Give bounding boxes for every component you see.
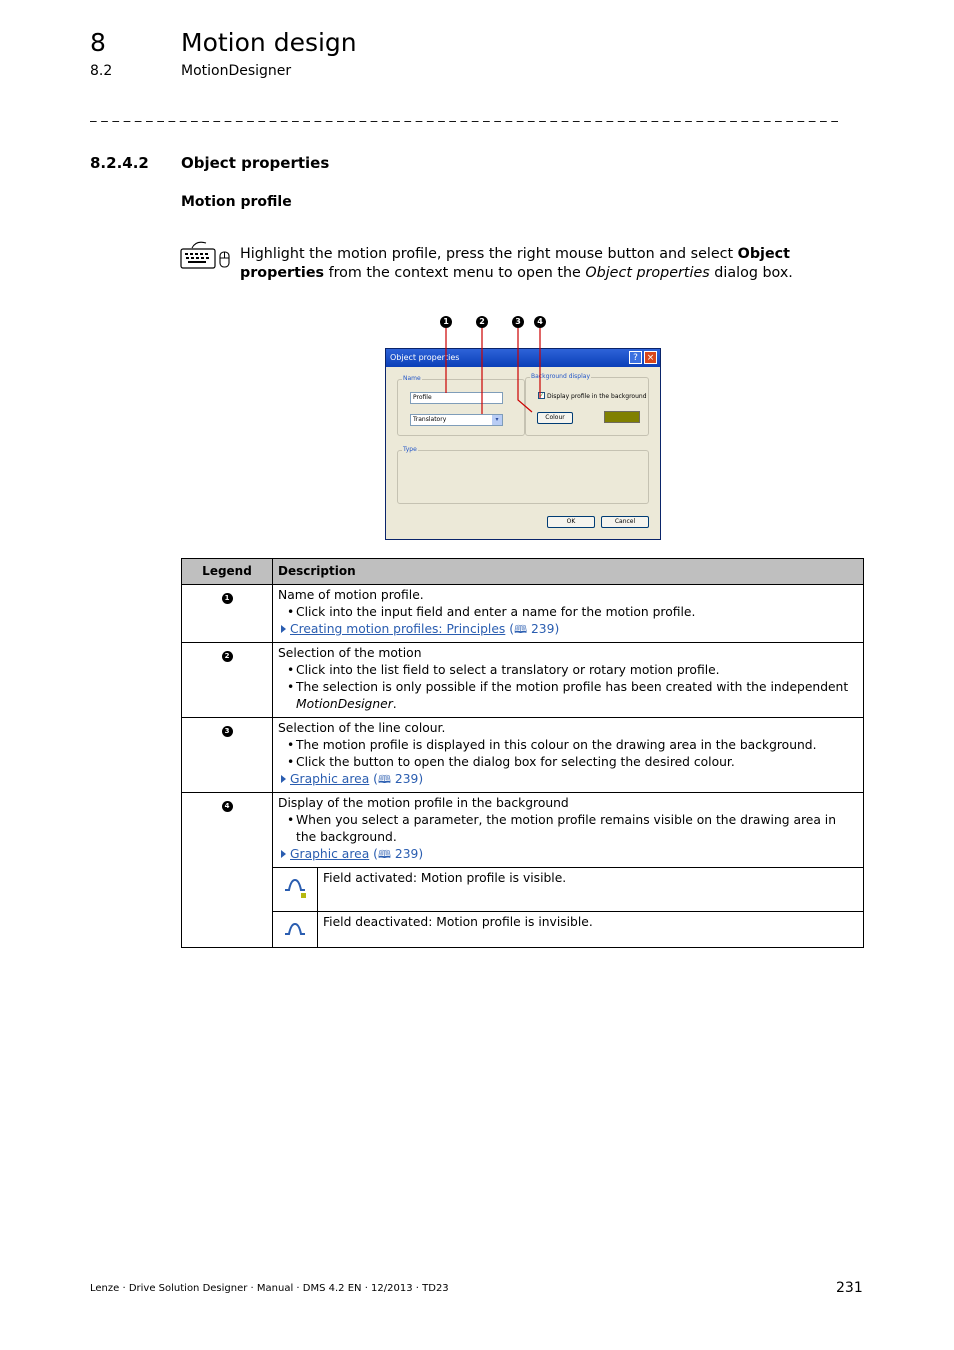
chevron-down-icon[interactable]: ▾: [492, 415, 502, 425]
chapter-number: 8: [90, 28, 106, 57]
row-title: Name of motion profile.: [278, 588, 424, 602]
link-graphic-area[interactable]: Graphic area: [290, 847, 370, 861]
instruction-text: Highlight the motion profile, press the right mouse button and select Object properties from the context menu to open the Object properties dialog box.: [240, 246, 793, 281]
legend-number: 3: [222, 726, 233, 737]
page-number: 231: [836, 1280, 863, 1296]
row-title: Selection of the motion: [278, 646, 422, 660]
dialog-title: Object properties: [390, 353, 460, 362]
profile-visible-icon: [273, 868, 318, 911]
bullet-item: • Click into the input field and enter a name for the motion profile.: [278, 604, 858, 621]
callout-2: 2: [476, 316, 488, 328]
table-row: [182, 718, 864, 793]
callout-4: 4: [534, 316, 546, 328]
bullet-item: • Click into the list field to select a translatory or rotary motion profile.: [278, 662, 858, 679]
bullet-item: • The motion profile is displayed in this colour on the drawing area in the background.: [278, 737, 858, 754]
header-separator: _ _ _ _ _ _ _ _ _ _ _ _ _ _ _ _ _ _ _ _ _ _ _ _ _ _ _ _ _ _ _ _ _ _ _ _ _ _ _ _ _ _ _ _ _ _ _ _ _ _ _ _ _ _ _ _ _ _ _ _ _ _ _ _ _ _ _: [90, 108, 839, 122]
legend-number: 4: [222, 801, 233, 812]
legend-table: [181, 558, 864, 948]
section-number: 8.2: [90, 63, 113, 79]
book-icon: 🕮: [377, 773, 391, 786]
legend-number: 2: [222, 651, 233, 662]
ok-button[interactable]: OK: [547, 516, 595, 528]
legend-number: 1: [222, 593, 233, 604]
close-icon[interactable]: ×: [644, 351, 657, 364]
bullet-item: • When you select a parameter, the motion profile remains visible on the drawing area in the background.: [278, 812, 858, 846]
name-group-label: Name: [403, 375, 421, 382]
legend-header: Legend: [182, 559, 273, 585]
footer-text: Lenze · Drive Solution Designer · Manual · DMS 4.2 EN · 12/2013 · TD23: [90, 1283, 449, 1294]
link-graphic-area[interactable]: Graphic area: [290, 772, 370, 786]
deactivated-row: [273, 911, 863, 947]
table-row: [182, 643, 864, 718]
motion-type-value: Translatory: [413, 416, 447, 423]
dialog-title-bar: [386, 349, 660, 367]
link-page[interactable]: 239: [394, 772, 419, 786]
type-group-label: Type: [403, 446, 417, 453]
description-header: Description: [273, 559, 864, 585]
section-title: MotionDesigner: [181, 63, 292, 79]
row-title: Display of the motion profile in the background: [278, 796, 569, 810]
type-group: [397, 446, 649, 504]
object-properties-dialog: [385, 348, 661, 540]
background-display-group: [525, 373, 649, 436]
arrow-right-icon: [281, 775, 286, 783]
display-background-label: Display profile in the background: [547, 393, 647, 400]
name-input[interactable]: Profile: [410, 392, 503, 404]
colour-swatch: [604, 411, 640, 423]
profile-invisible-icon: [273, 912, 318, 947]
help-icon[interactable]: ?: [629, 351, 642, 364]
subheading: Motion profile: [181, 194, 292, 210]
heading-title: Object properties: [181, 154, 330, 172]
link-page[interactable]: 239: [394, 847, 419, 861]
cross-reference: Graphic area (🕮 239): [278, 771, 858, 788]
book-icon: 🕮: [377, 848, 391, 861]
cross-reference: Creating motion profiles: Principles (🕮 239): [278, 621, 858, 638]
book-icon: 🕮: [514, 623, 528, 636]
background-display-label: Background display: [531, 373, 591, 380]
keyboard-mouse-icon: [180, 240, 232, 270]
activated-text: Field activated: Motion profile is visible.: [323, 871, 567, 885]
name-group: [397, 375, 525, 436]
colour-button[interactable]: Colour: [537, 412, 573, 424]
row-title: Selection of the line colour.: [278, 721, 446, 735]
heading-number: 8.2.4.2: [90, 154, 149, 172]
table-row: [182, 793, 864, 948]
link-page[interactable]: 239: [530, 622, 555, 636]
arrow-right-icon: [281, 625, 286, 633]
bullet-item: • Click the button to open the dialog box for selecting the desired colour.: [278, 754, 858, 771]
chapter-title: Motion design: [181, 28, 357, 57]
cancel-button[interactable]: Cancel: [601, 516, 649, 528]
callout-3: 3: [512, 316, 524, 328]
display-background-checkbox[interactable]: ✓: [539, 392, 545, 399]
arrow-right-icon: [281, 850, 286, 858]
link-creating-motion-profiles[interactable]: Creating motion profiles: Principles: [290, 622, 506, 636]
bullet-item: • The selection is only possible if the motion profile has been created with the independent MotionDesigner.: [278, 679, 858, 713]
motion-type-select[interactable]: [410, 414, 503, 426]
cross-reference: Graphic area (🕮 239): [278, 846, 858, 867]
activated-row: [273, 867, 863, 911]
table-row: [182, 585, 864, 643]
callout-1: 1: [440, 316, 452, 328]
deactivated-text: Field deactivated: Motion profile is invisible.: [323, 915, 593, 929]
